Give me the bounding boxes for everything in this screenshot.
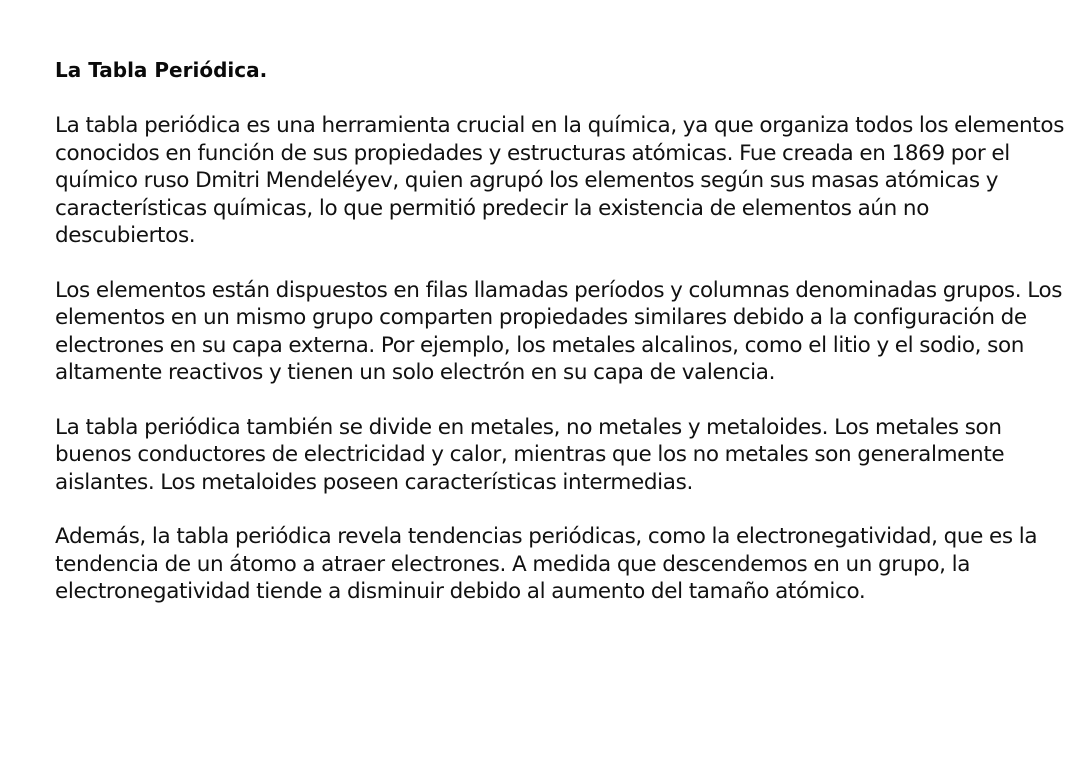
document-body bbox=[55, 56, 1067, 606]
paragraph-introduction: La tabla periódica es una herramienta crucial en la química, ya que organiza todos los elementos conocidos en función de sus propiedades y estructuras atómicas. Fue creada en 1869 por el químico ruso Dmitri Mendeléyev, quien agrupó los elementos según sus masas atómicas y características químicas, lo que permitió predecir la existencia de elementos aún no descubiertos. bbox=[55, 113, 1065, 248]
paragraph-periods-and-groups: Los elementos están dispuestos en filas llamadas períodos y columnas denominadas grupos. Los elementos en un mismo grupo comparten propiedades similares debido a la configuración de electrones en su capa externa. Por ejemplo, los metales alcalinos, como el litio y el sodio, son altamente reactivos y tienen un solo electrón en su capa de valencia. bbox=[55, 277, 1063, 385]
paragraph-periodic-trends: Además, la tabla periódica revela tendencias periódicas, como la electronegatividad, que es la tendencia de un átomo a atraer electrones. A medida que descendemos en un grupo, la electronegatividad tiende a disminuir debido al aumento del tamaño atómico. bbox=[55, 524, 1038, 604]
document-title: La Tabla Periódica. bbox=[55, 58, 268, 82]
paragraph-element-classes: La tabla periódica también se divide en metales, no metales y metaloides. Los metales son buenos conductores de electricidad y calor, mientras que los no metales son generalmente aislantes. Los metaloides poseen características intermedias. bbox=[55, 414, 1005, 495]
